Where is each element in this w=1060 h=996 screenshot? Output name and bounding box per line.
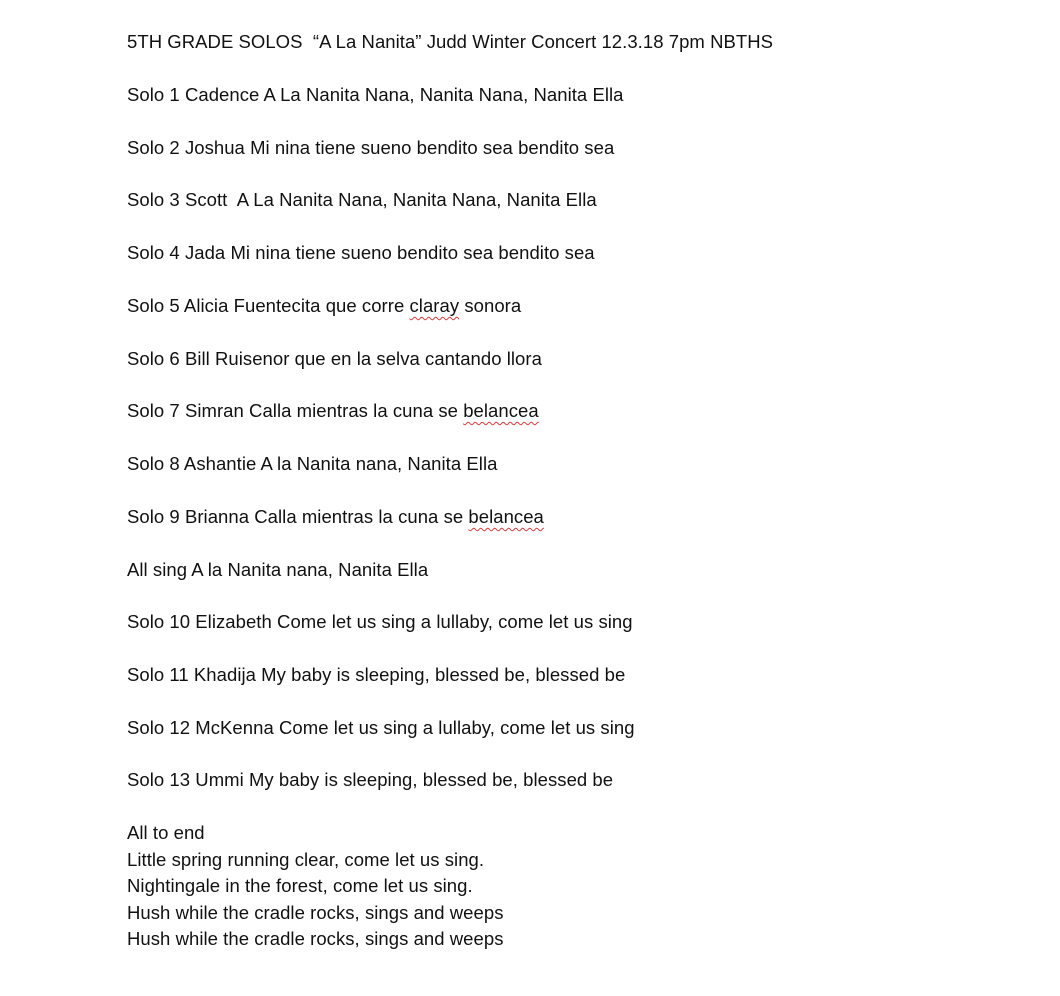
- solo-line-6: Solo 6 Bill Ruisenor que en la selva cantando llora: [127, 348, 542, 369]
- solo-line-5-text: Solo 5 Alicia Fuentecita que corre: [127, 295, 410, 316]
- solo-line-1: Solo 1 Cadence A La Nanita Nana, Nanita Nana, Nanita Ella: [127, 84, 624, 105]
- solo-line-3: Solo 3 Scott A La Nanita Nana, Nanita Nana, Nanita Ella: [127, 189, 597, 210]
- ending-line: Hush while the cradle rocks, sings and weeps: [127, 928, 504, 949]
- solo-line-10: Solo 10 Elizabeth Come let us sing a lullaby, come let us sing: [127, 611, 633, 632]
- solo-line-7-text: Solo 7 Simran Calla mientras la cuna se: [127, 400, 464, 421]
- document-title: 5TH GRADE SOLOS “A La Nanita” Judd Winter Concert 12.3.18 7pm NBTHS: [127, 31, 774, 52]
- solo-line-12: Solo 12 McKenna Come let us sing a lullaby, come let us sing: [127, 717, 635, 738]
- solo-line-2: Solo 2 Joshua Mi nina tiene sueno bendito sea bendito sea: [127, 137, 615, 158]
- solo-line-9-text: Solo 9 Brianna Calla mientras la cuna se: [127, 506, 469, 527]
- spellcheck-flagged-word[interactable]: belancea: [463, 400, 539, 421]
- ending-line: Little spring running clear, come let us sing.: [127, 849, 485, 870]
- solo-line-9: [127, 506, 544, 528]
- ending-line: Nightingale in the forest, come let us sing.: [127, 875, 473, 896]
- solo-line-11: Solo 11 Khadija My baby is sleeping, blessed be, blessed be: [127, 664, 626, 685]
- solo-line-4: Solo 4 Jada Mi nina tiene sueno bendito sea bendito sea: [127, 242, 595, 263]
- ending-heading: All to end: [127, 822, 205, 843]
- spellcheck-flagged-word[interactable]: belancea: [468, 506, 544, 527]
- spellcheck-flagged-word[interactable]: claray: [409, 295, 460, 316]
- solo-line-7: [127, 400, 539, 422]
- solo-line-8: Solo 8 Ashantie A la Nanita nana, Nanita Ella: [127, 453, 498, 474]
- solo-line-13: Solo 13 Ummi My baby is sleeping, blessed be, blessed be: [127, 769, 614, 790]
- ending-line: Hush while the cradle rocks, sings and weeps: [127, 902, 504, 923]
- solo-line-5-rest: sonora: [459, 295, 522, 316]
- all-sing-line: All sing A la Nanita nana, Nanita Ella: [127, 559, 429, 580]
- solo-line-5: [127, 295, 521, 317]
